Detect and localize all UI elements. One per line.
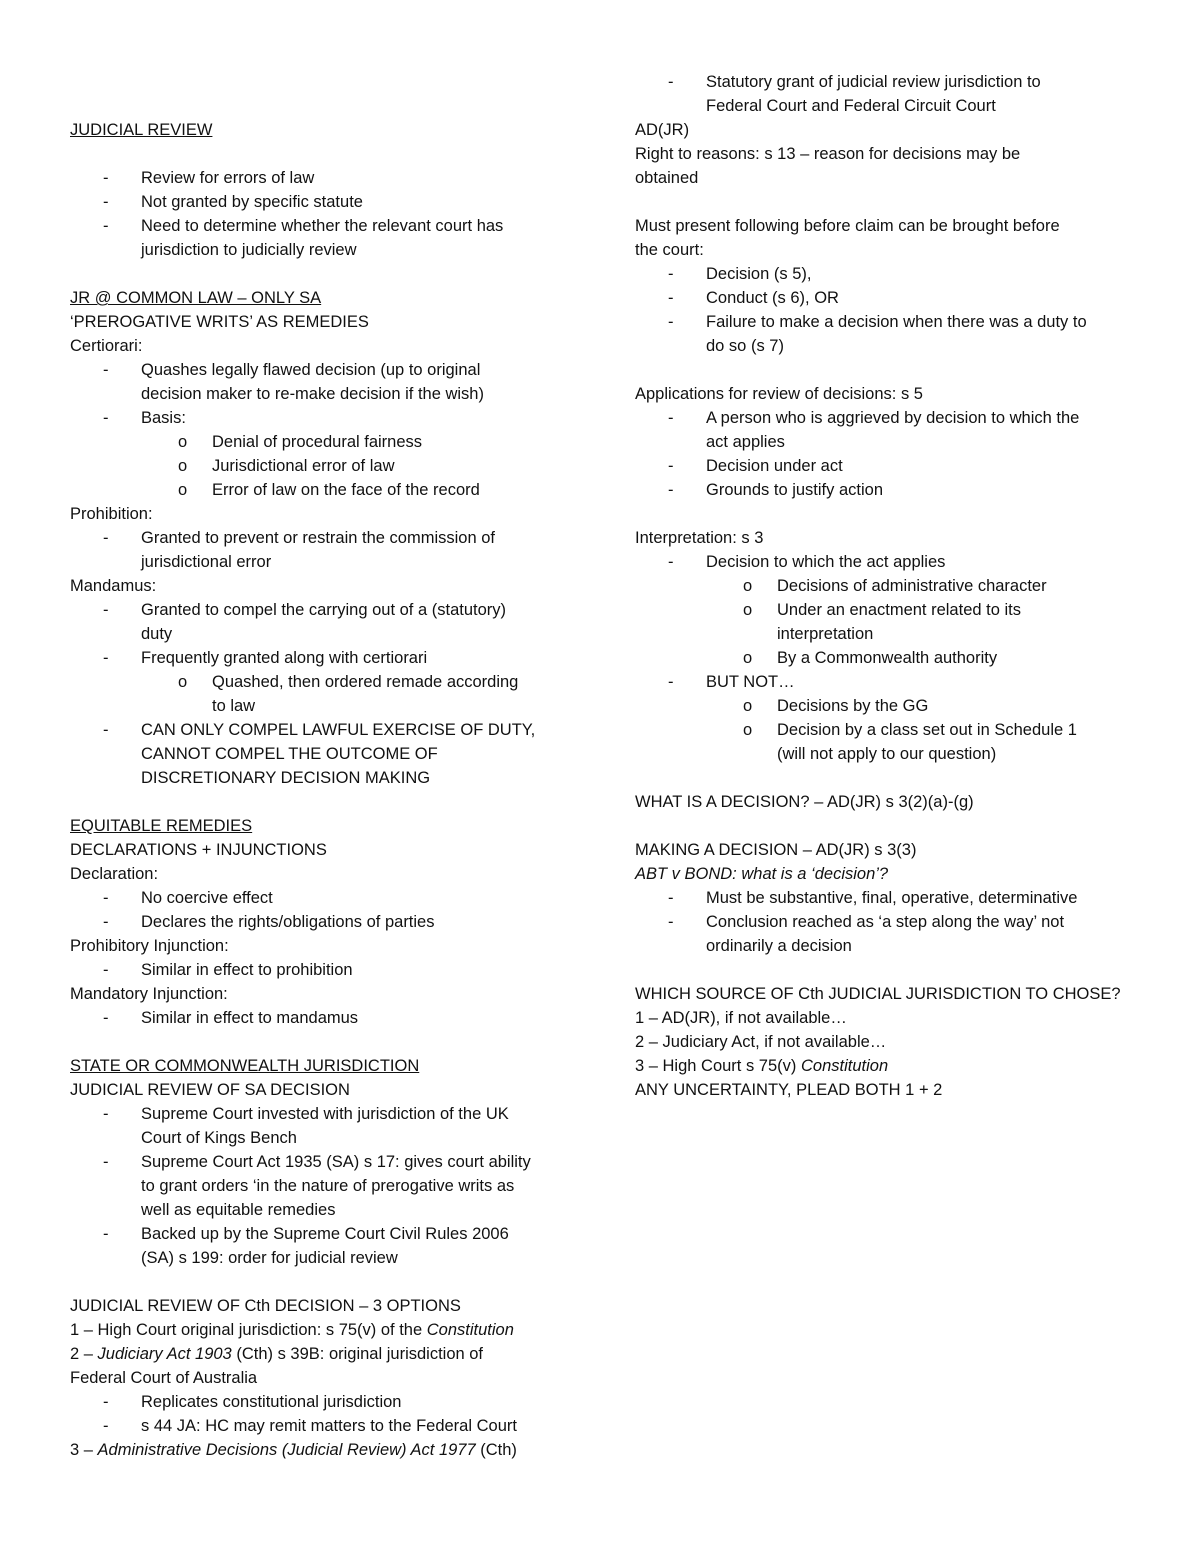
- plead-both: ANY UNCERTAINTY, PLEAD BOTH 1 + 2: [635, 1081, 943, 1099]
- sub-list-item: o Decisions by the GG: [743, 697, 929, 715]
- list-item: - Failure to make a decision when there was a duty to do so (s 7): [668, 313, 1087, 355]
- list-item: - Similar in effect to mandamus: [103, 1009, 359, 1027]
- sub-list-item: o Error of law on the face of the record: [178, 481, 480, 499]
- subheading-cth-decision: JUDICIAL REVIEW OF Cth DECISION – 3 OPTIONS: [70, 1297, 461, 1315]
- list-item: - Supreme Court invested with jurisdiction of the UK Court of Kings Bench: [103, 1105, 509, 1147]
- list-item: - A person who is aggrieved by decision to which the act applies: [668, 409, 1080, 451]
- list-item: - Decision under act: [668, 457, 843, 475]
- sub-list-item: o Under an enactment related to its interpretation: [743, 601, 1021, 643]
- heading-state-or-commonwealth: STATE OR COMMONWEALTH JURISDICTION: [70, 1057, 420, 1075]
- sub-list-item: o Denial of procedural fairness: [178, 433, 423, 451]
- must-present: Must present following before claim can be brought before: [635, 217, 1060, 235]
- list-item: - Conduct (s 6), OR: [668, 289, 839, 307]
- option-1: 1 – High Court original jurisdiction: s 75(v) of the Constitution: [70, 1321, 514, 1339]
- right-to-reasons-continued: obtained: [635, 169, 699, 187]
- right-to-reasons: Right to reasons: s 13 – reason for decisions may be: [635, 145, 1021, 163]
- label-certiorari: Certiorari:: [70, 337, 143, 355]
- source-2: 2 – Judiciary Act, if not available…: [635, 1033, 887, 1051]
- list-item: - Supreme Court Act 1935 (SA) s 17: gives court ability to grant orders ‘in the nature of prerogative writs as well as equitable remedies: [103, 1153, 531, 1219]
- source-3: 3 – High Court s 75(v) Constitution: [635, 1057, 889, 1075]
- list-item: - s 44 JA: HC may remit matters to the Federal Court: [103, 1417, 517, 1435]
- label-prohibition: Prohibition:: [70, 505, 153, 523]
- right-column: [635, 70, 1145, 1102]
- list-item: - Granted to prevent or restrain the commission of jurisdictional error: [103, 529, 495, 571]
- sub-list-item: o Jurisdictional error of law: [178, 457, 395, 475]
- option-2-continued: Federal Court of Australia: [70, 1369, 258, 1387]
- sub-list-item: o By a Commonwealth authority: [743, 649, 998, 667]
- applications-for-review: Applications for review of decisions: s 5: [635, 385, 923, 403]
- label-prohibitory-injunction: Prohibitory Injunction:: [70, 937, 229, 955]
- which-source: WHICH SOURCE OF Cth JUDICIAL JURISDICTION TO CHOSE?: [635, 985, 1121, 1003]
- source-1: 1 – AD(JR), if not available…: [635, 1009, 847, 1027]
- sub-list-item: o Decision by a class set out in Schedule 1 (will not apply to our question): [743, 721, 1077, 763]
- list-item: - No coercive effect: [103, 889, 273, 907]
- list-item: - Similar in effect to prohibition: [103, 961, 353, 979]
- must-present-continued: the court:: [635, 241, 704, 259]
- abt-v-bond: ABT v BOND: what is a ‘decision’?: [635, 865, 889, 883]
- list-item: - Grounds to justify action: [668, 481, 884, 499]
- list-item: - Basis:: [103, 409, 186, 427]
- list-item: - Declares the rights/obligations of parties: [103, 913, 435, 931]
- option-3: 3 – Administrative Decisions (Judicial Review) Act 1977 (Cth): [70, 1441, 517, 1459]
- label-declaration: Declaration:: [70, 865, 159, 883]
- list-item: - Replicates constitutional jurisdiction: [103, 1393, 402, 1411]
- list-item: - Quashes legally flawed decision (up to original decision maker to re-make decision if the wish): [103, 361, 484, 403]
- list-item: - CAN ONLY COMPEL LAWFUL EXERCISE OF DUTY, CANNOT COMPEL THE OUTCOME OF DISCRETIONARY DECISION MAKING: [103, 721, 536, 787]
- list-item: - Not granted by specific statute: [103, 193, 363, 211]
- label-mandatory-injunction: Mandatory Injunction:: [70, 985, 228, 1003]
- list-item: - Backed up by the Supreme Court Civil Rules 2006 (SA) s 199: order for judicial review: [103, 1225, 509, 1267]
- interpretation: Interpretation: s 3: [635, 529, 764, 547]
- list-item: - Granted to compel the carrying out of a (statutory) duty: [103, 601, 507, 643]
- list-item: - Conclusion reached as ‘a step along the way’ not ordinarily a decision: [668, 913, 1065, 955]
- sub-list-item: o Quashed, then ordered remade according to law: [178, 673, 519, 715]
- heading-judicial-review: JUDICIAL REVIEW: [70, 121, 213, 139]
- list-item: - Decision to which the act applies: [668, 553, 946, 571]
- label-adjr: AD(JR): [635, 121, 690, 139]
- subheading-declarations-injunctions: DECLARATIONS + INJUNCTIONS: [70, 841, 327, 859]
- what-is-a-decision: WHAT IS A DECISION? – AD(JR) s 3(2)(a)-(g): [635, 793, 974, 811]
- label-mandamus: Mandamus:: [70, 577, 157, 595]
- list-item: - BUT NOT…: [668, 673, 795, 691]
- sub-list-item: o Decisions of administrative character: [743, 577, 1047, 595]
- list-item: - Frequently granted along with certiorari: [103, 649, 428, 667]
- option-2: 2 – Judiciary Act 1903 (Cth) s 39B: original jurisdiction of: [70, 1345, 484, 1363]
- heading-equitable-remedies: EQUITABLE REMEDIES: [70, 817, 253, 835]
- subheading-sa-decision: JUDICIAL REVIEW OF SA DECISION: [70, 1081, 350, 1099]
- making-a-decision: MAKING A DECISION – AD(JR) s 3(3): [635, 841, 917, 859]
- left-column: [70, 70, 570, 1462]
- list-item: - Need to determine whether the relevant court has jurisdiction to judicially review: [103, 217, 504, 259]
- list-item: - Review for errors of law: [103, 169, 315, 187]
- subheading-prerogative-writs: ‘PREROGATIVE WRITS’ AS REMEDIES: [70, 313, 369, 331]
- list-item: - Must be substantive, final, operative, determinative: [668, 889, 1078, 907]
- list-item: - Decision (s 5),: [668, 265, 812, 283]
- heading-common-law: JR @ COMMON LAW – ONLY SA: [70, 289, 322, 307]
- list-item: - Statutory grant of judicial review jurisdiction to Federal Court and Federal Circuit Court: [668, 73, 1041, 115]
